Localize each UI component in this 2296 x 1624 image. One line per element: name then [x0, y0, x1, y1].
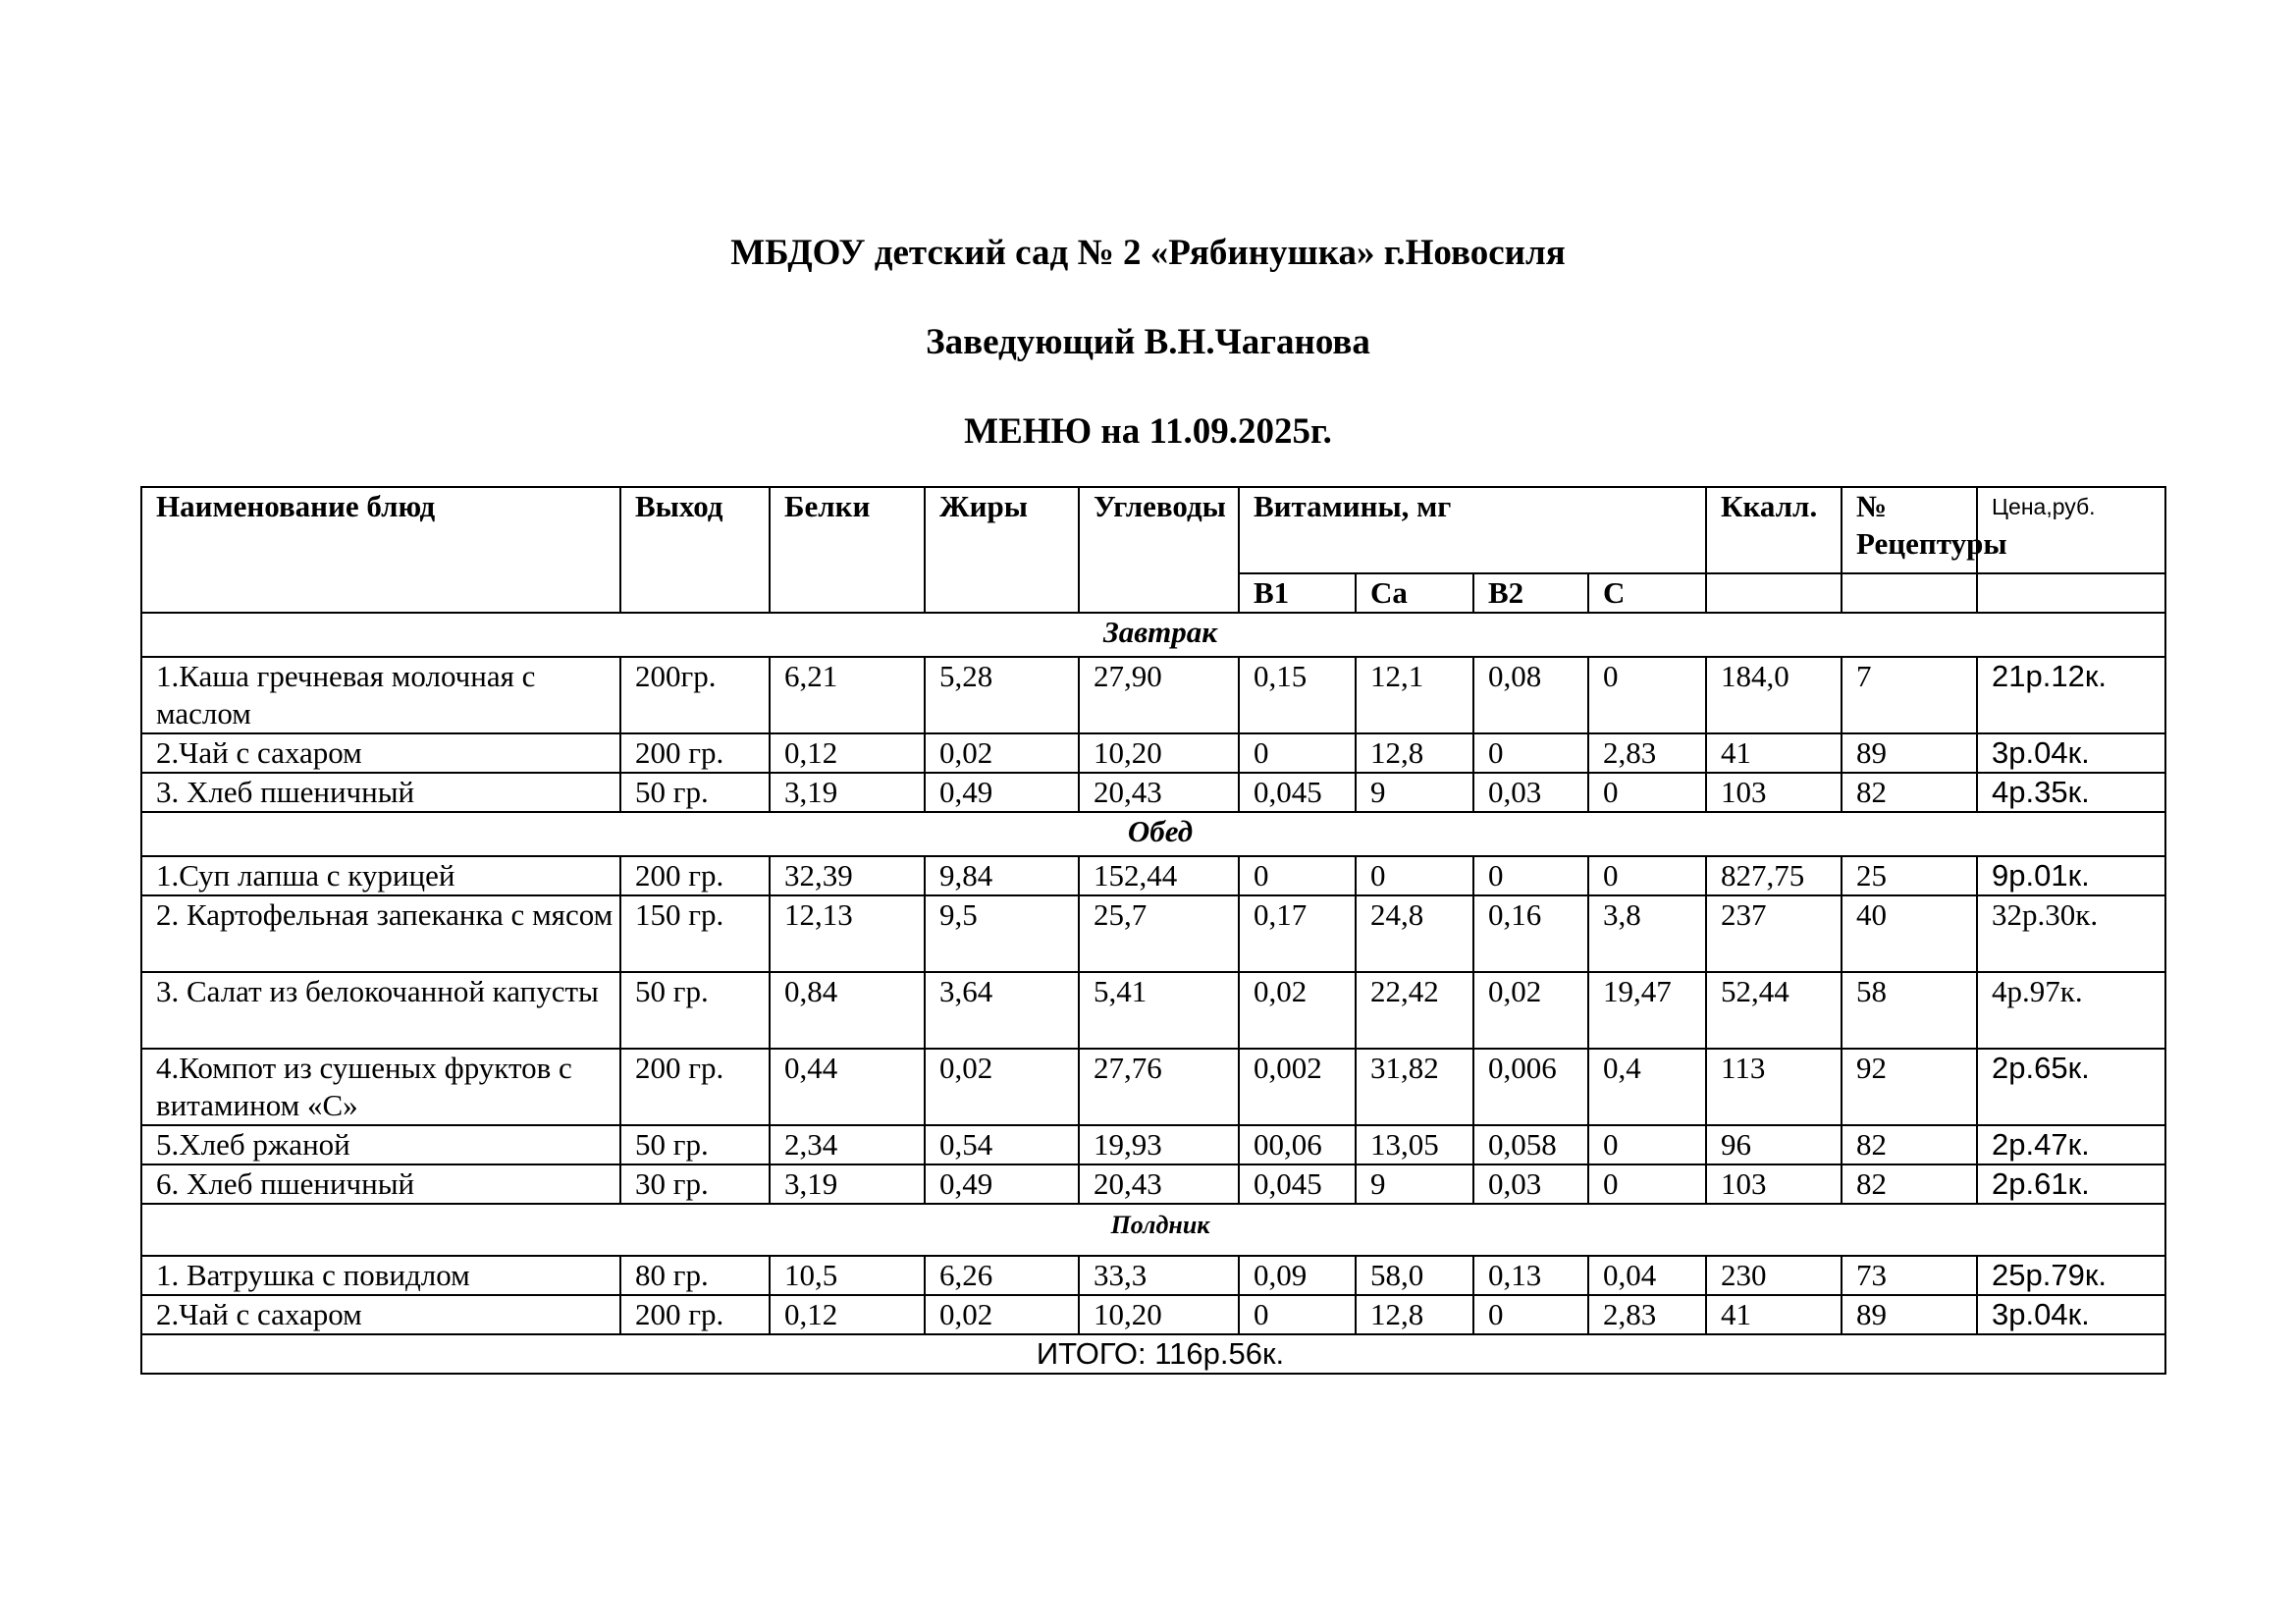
- cell-carbs: 19,93: [1079, 1125, 1239, 1164]
- cell-b1: 0: [1239, 1295, 1356, 1334]
- cell-b2: 0,13: [1473, 1256, 1588, 1295]
- cell-protein: 0,84: [770, 972, 925, 1049]
- cell-c: 2,83: [1588, 733, 1706, 773]
- col-header-ca: Са: [1356, 573, 1473, 613]
- cell-ca: 31,82: [1356, 1049, 1473, 1125]
- cell-kcal: 184,0: [1706, 657, 1842, 733]
- cell-carbs: 20,43: [1079, 773, 1239, 812]
- cell-recipe: 40: [1842, 895, 1977, 972]
- cell-recipe: 92: [1842, 1049, 1977, 1125]
- cell-name: 3. Салат из белокочанной капусты: [141, 972, 620, 1049]
- cell-b1: 0,02: [1239, 972, 1356, 1049]
- col-header-output: Выход: [620, 487, 770, 613]
- cell-b2: 0,03: [1473, 1164, 1588, 1204]
- cell-fat: 0,02: [925, 733, 1079, 773]
- cell-recipe: 58: [1842, 972, 1977, 1049]
- cell-b2: 0,02: [1473, 972, 1588, 1049]
- cell-c: 0: [1588, 1125, 1706, 1164]
- total-value: ИТОГО: 116р.56к.: [141, 1334, 2165, 1374]
- cell-price: 2р.47к.: [1977, 1125, 2165, 1164]
- header-row: [141, 487, 2165, 573]
- cell-b1: 0: [1239, 856, 1356, 895]
- col-header-recipe: № Рецептуры: [1842, 487, 1977, 573]
- cell-protein: 0,12: [770, 733, 925, 773]
- cell-c: 0,4: [1588, 1049, 1706, 1125]
- empty-cell: [1977, 573, 2165, 613]
- dish-row: [141, 1125, 2165, 1164]
- cell-output: 50 гр.: [620, 773, 770, 812]
- cell-carbs: 20,43: [1079, 1164, 1239, 1204]
- cell-recipe: 73: [1842, 1256, 1977, 1295]
- cell-protein: 3,19: [770, 773, 925, 812]
- cell-kcal: 230: [1706, 1256, 1842, 1295]
- cell-ca: 9: [1356, 773, 1473, 812]
- cell-fat: 0,54: [925, 1125, 1079, 1164]
- cell-price: 2р.65к.: [1977, 1049, 2165, 1125]
- col-header-name: Наименование блюд: [141, 487, 620, 613]
- cell-protein: 3,19: [770, 1164, 925, 1204]
- cell-output: 80 гр.: [620, 1256, 770, 1295]
- dish-row: [141, 1256, 2165, 1295]
- cell-fat: 0,49: [925, 1164, 1079, 1204]
- cell-name: 6. Хлеб пшеничный: [141, 1164, 620, 1204]
- cell-recipe: 82: [1842, 1125, 1977, 1164]
- dish-row: [141, 1164, 2165, 1204]
- cell-c: 3,8: [1588, 895, 1706, 972]
- cell-name: 3. Хлеб пшеничный: [141, 773, 620, 812]
- cell-b1: 0,002: [1239, 1049, 1356, 1125]
- cell-fat: 0,49: [925, 773, 1079, 812]
- cell-price: 32р.30к.: [1977, 895, 2165, 972]
- cell-price: 9р.01к.: [1977, 856, 2165, 895]
- cell-name: 4.Компот из сушеных фруктов с витамином «С»: [141, 1049, 620, 1125]
- cell-b1: 0,15: [1239, 657, 1356, 733]
- cell-price: 3р.04к.: [1977, 733, 2165, 773]
- cell-b2: 0: [1473, 1295, 1588, 1334]
- cell-fat: 5,28: [925, 657, 1079, 733]
- section-title: Полдник: [141, 1204, 2165, 1256]
- cell-kcal: 103: [1706, 1164, 1842, 1204]
- cell-fat: 0,02: [925, 1295, 1079, 1334]
- cell-name: 1. Ватрушка с повидлом: [141, 1256, 620, 1295]
- col-header-vitamins: Витамины, мг: [1239, 487, 1706, 573]
- cell-kcal: 237: [1706, 895, 1842, 972]
- cell-price: 4р.35к.: [1977, 773, 2165, 812]
- cell-b1: 0,045: [1239, 773, 1356, 812]
- cell-carbs: 33,3: [1079, 1256, 1239, 1295]
- cell-kcal: 827,75: [1706, 856, 1842, 895]
- dish-row: [141, 856, 2165, 895]
- cell-c: 0: [1588, 773, 1706, 812]
- cell-price: 3р.04к.: [1977, 1295, 2165, 1334]
- cell-ca: 58,0: [1356, 1256, 1473, 1295]
- cell-ca: 12,8: [1356, 1295, 1473, 1334]
- cell-b2: 0,03: [1473, 773, 1588, 812]
- cell-fat: 9,84: [925, 856, 1079, 895]
- cell-output: 30 гр.: [620, 1164, 770, 1204]
- cell-b1: 0,17: [1239, 895, 1356, 972]
- col-header-carbs: Углеводы: [1079, 487, 1239, 613]
- cell-c: 0: [1588, 856, 1706, 895]
- cell-b2: 0,16: [1473, 895, 1588, 972]
- cell-b1: 0,09: [1239, 1256, 1356, 1295]
- col-header-kcal: Ккалл.: [1706, 487, 1842, 573]
- cell-output: 200 гр.: [620, 1295, 770, 1334]
- cell-protein: 2,34: [770, 1125, 925, 1164]
- cell-recipe: 82: [1842, 773, 1977, 812]
- dish-row: [141, 657, 2165, 733]
- cell-price: 21р.12к.: [1977, 657, 2165, 733]
- director-line: Заведующий В.Н.Чаганова: [926, 322, 1370, 362]
- cell-carbs: 152,44: [1079, 856, 1239, 895]
- cell-fat: 9,5: [925, 895, 1079, 972]
- cell-name: 2. Картофельная запеканка с мясом: [141, 895, 620, 972]
- cell-name: 1.Каша гречневая молочная с маслом: [141, 657, 620, 733]
- cell-carbs: 25,7: [1079, 895, 1239, 972]
- cell-kcal: 41: [1706, 1295, 1842, 1334]
- cell-name: 1.Суп лапша с курицей: [141, 856, 620, 895]
- cell-ca: 24,8: [1356, 895, 1473, 972]
- cell-output: 50 гр.: [620, 1125, 770, 1164]
- cell-protein: 0,44: [770, 1049, 925, 1125]
- cell-ca: 22,42: [1356, 972, 1473, 1049]
- cell-b2: 0,006: [1473, 1049, 1588, 1125]
- cell-name: 2.Чай с сахаром: [141, 1295, 620, 1334]
- institution-title: МБДОУ детский сад № 2 «Рябинушка» г.Новосиля: [730, 233, 1566, 273]
- cell-b1: 00,06: [1239, 1125, 1356, 1164]
- cell-price: 4р.97к.: [1977, 972, 2165, 1049]
- cell-output: 200 гр.: [620, 1049, 770, 1125]
- cell-output: 50 гр.: [620, 972, 770, 1049]
- cell-protein: 32,39: [770, 856, 925, 895]
- empty-cell: [1842, 573, 1977, 613]
- dish-row: [141, 733, 2165, 773]
- cell-kcal: 103: [1706, 773, 1842, 812]
- cell-protein: 0,12: [770, 1295, 925, 1334]
- cell-b2: 0: [1473, 733, 1588, 773]
- total-row: [141, 1334, 2165, 1374]
- section-title: Завтрак: [141, 613, 2165, 657]
- cell-carbs: 10,20: [1079, 733, 1239, 773]
- cell-b1: 0: [1239, 733, 1356, 773]
- cell-b2: 0,08: [1473, 657, 1588, 733]
- dish-row: [141, 773, 2165, 812]
- cell-fat: 6,26: [925, 1256, 1079, 1295]
- cell-ca: 0: [1356, 856, 1473, 895]
- cell-carbs: 10,20: [1079, 1295, 1239, 1334]
- cell-carbs: 5,41: [1079, 972, 1239, 1049]
- cell-ca: 12,1: [1356, 657, 1473, 733]
- cell-kcal: 41: [1706, 733, 1842, 773]
- section-title: Обед: [141, 812, 2165, 856]
- dish-row: [141, 972, 2165, 1049]
- cell-b2: 0: [1473, 856, 1588, 895]
- section-row: [141, 812, 2165, 856]
- cell-ca: 9: [1356, 1164, 1473, 1204]
- dish-row: [141, 895, 2165, 972]
- col-header-b1: В1: [1239, 573, 1356, 613]
- cell-recipe: 89: [1842, 1295, 1977, 1334]
- cell-price: 25р.79к.: [1977, 1256, 2165, 1295]
- section-row: [141, 1204, 2165, 1256]
- cell-recipe: 7: [1842, 657, 1977, 733]
- cell-name: 2.Чай с сахаром: [141, 733, 620, 773]
- cell-b2: 0,058: [1473, 1125, 1588, 1164]
- col-header-protein: Белки: [770, 487, 925, 613]
- empty-cell: [1706, 573, 1842, 613]
- section-row: [141, 613, 2165, 657]
- menu-table: [140, 486, 2166, 1375]
- cell-output: 200 гр.: [620, 856, 770, 895]
- cell-name: 5.Хлеб ржаной: [141, 1125, 620, 1164]
- cell-fat: 3,64: [925, 972, 1079, 1049]
- cell-recipe: 89: [1842, 733, 1977, 773]
- cell-ca: 12,8: [1356, 733, 1473, 773]
- cell-output: 200 гр.: [620, 733, 770, 773]
- cell-kcal: 113: [1706, 1049, 1842, 1125]
- cell-price: 2р.61к.: [1977, 1164, 2165, 1204]
- cell-b1: 0,045: [1239, 1164, 1356, 1204]
- cell-kcal: 96: [1706, 1125, 1842, 1164]
- dish-row: [141, 1295, 2165, 1334]
- cell-carbs: 27,76: [1079, 1049, 1239, 1125]
- col-header-b2: В2: [1473, 573, 1588, 613]
- cell-c: 0: [1588, 1164, 1706, 1204]
- cell-c: 0: [1588, 657, 1706, 733]
- cell-c: 2,83: [1588, 1295, 1706, 1334]
- cell-protein: 10,5: [770, 1256, 925, 1295]
- cell-protein: 12,13: [770, 895, 925, 972]
- col-header-c: С: [1588, 573, 1706, 613]
- col-header-price: Цена,руб.: [1977, 487, 2165, 573]
- cell-c: 0,04: [1588, 1256, 1706, 1295]
- cell-carbs: 27,90: [1079, 657, 1239, 733]
- cell-output: 200гр.: [620, 657, 770, 733]
- cell-ca: 13,05: [1356, 1125, 1473, 1164]
- cell-fat: 0,02: [925, 1049, 1079, 1125]
- cell-protein: 6,21: [770, 657, 925, 733]
- cell-c: 19,47: [1588, 972, 1706, 1049]
- col-header-fat: Жиры: [925, 487, 1079, 613]
- cell-recipe: 82: [1842, 1164, 1977, 1204]
- cell-kcal: 52,44: [1706, 972, 1842, 1049]
- cell-recipe: 25: [1842, 856, 1977, 895]
- cell-output: 150 гр.: [620, 895, 770, 972]
- dish-row: [141, 1049, 2165, 1125]
- menu-title: МЕНЮ на 11.09.2025г.: [964, 411, 1332, 452]
